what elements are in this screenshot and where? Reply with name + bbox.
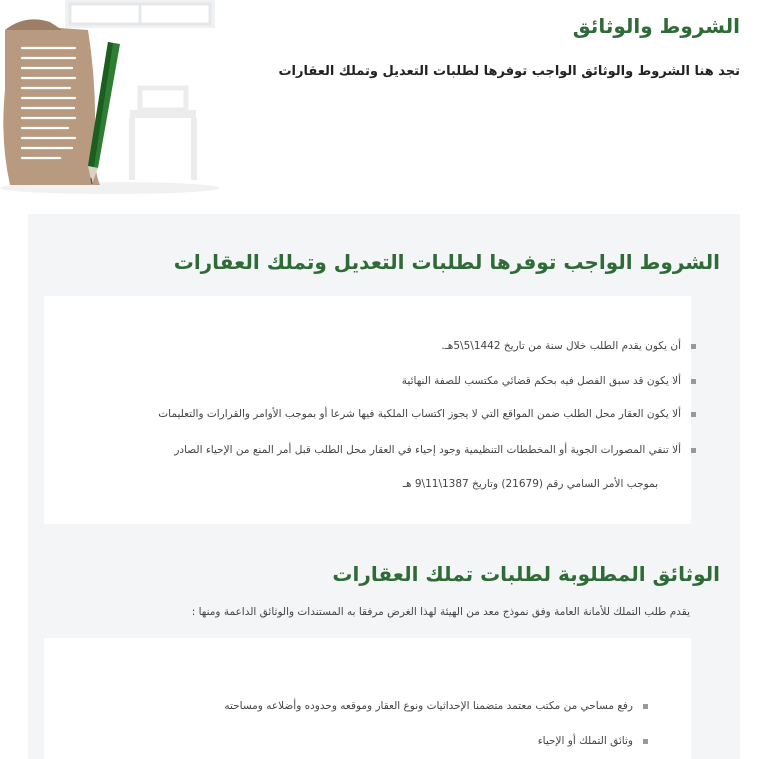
page-title: الشروط والوثائق (572, 14, 740, 38)
list-item: ألا يكون العقار محل الطلب ضمن المواقع التي لا يجوز اكتساب الملكية فيها شرعا أو بموجب الأوامر والقرارات والتعليمات (158, 408, 696, 420)
conditions-heading: الشروط الواجب توفرها لطلبات التعديل وتملك العقارات (173, 250, 720, 274)
hero-banner (0, 0, 768, 210)
square-bullet-icon (691, 344, 696, 349)
square-bullet-icon (643, 704, 648, 709)
page-subtitle: تجد هنا الشروط والوثائق الواجب توفرها لطلبات التعديل وتملك العقارات (278, 64, 740, 79)
square-bullet-icon (691, 448, 696, 453)
list-item: ألا تنفي المصورات الجوية أو المخططات التنظيمية وجود إحياء في العقار محل الطلب قبل أمر المنع من الإحياء الصادر (174, 444, 696, 456)
square-bullet-icon (643, 739, 648, 744)
documents-heading: الوثائق المطلوبة لطلبات تملك العقارات (332, 562, 720, 586)
list-item-continuation: بموجب الأمر السامي رقم (21679) وتاريخ 1387\11\9 هـ (402, 478, 658, 490)
list-item: وثائق التملك أو الإحياء (538, 735, 648, 747)
square-bullet-icon (691, 379, 696, 384)
square-bullet-icon (691, 412, 696, 417)
list-item: رفع مساحي من مكتب معتمد متضمنا الإحداثيات ونوع العقار وموقعه وحدوده وأضلاعه ومساحته (224, 700, 648, 712)
list-item: ألا يكون قد سبق الفصل فيه بحكم قضائي مكتسب للصفة النهائية (402, 375, 696, 387)
document-pen-illustration (0, 0, 230, 200)
list-item: أن يكون يقدم الطلب خلال سنة من تاريخ 1442\5\5هـ. (441, 340, 696, 352)
documents-intro: يقدم طلب التملك للأمانة العامة وفق نموذج معد من الهيئة لهذا الغرض مرفقا به المستندات والوثائق الداعمة ومنها : (191, 606, 690, 618)
